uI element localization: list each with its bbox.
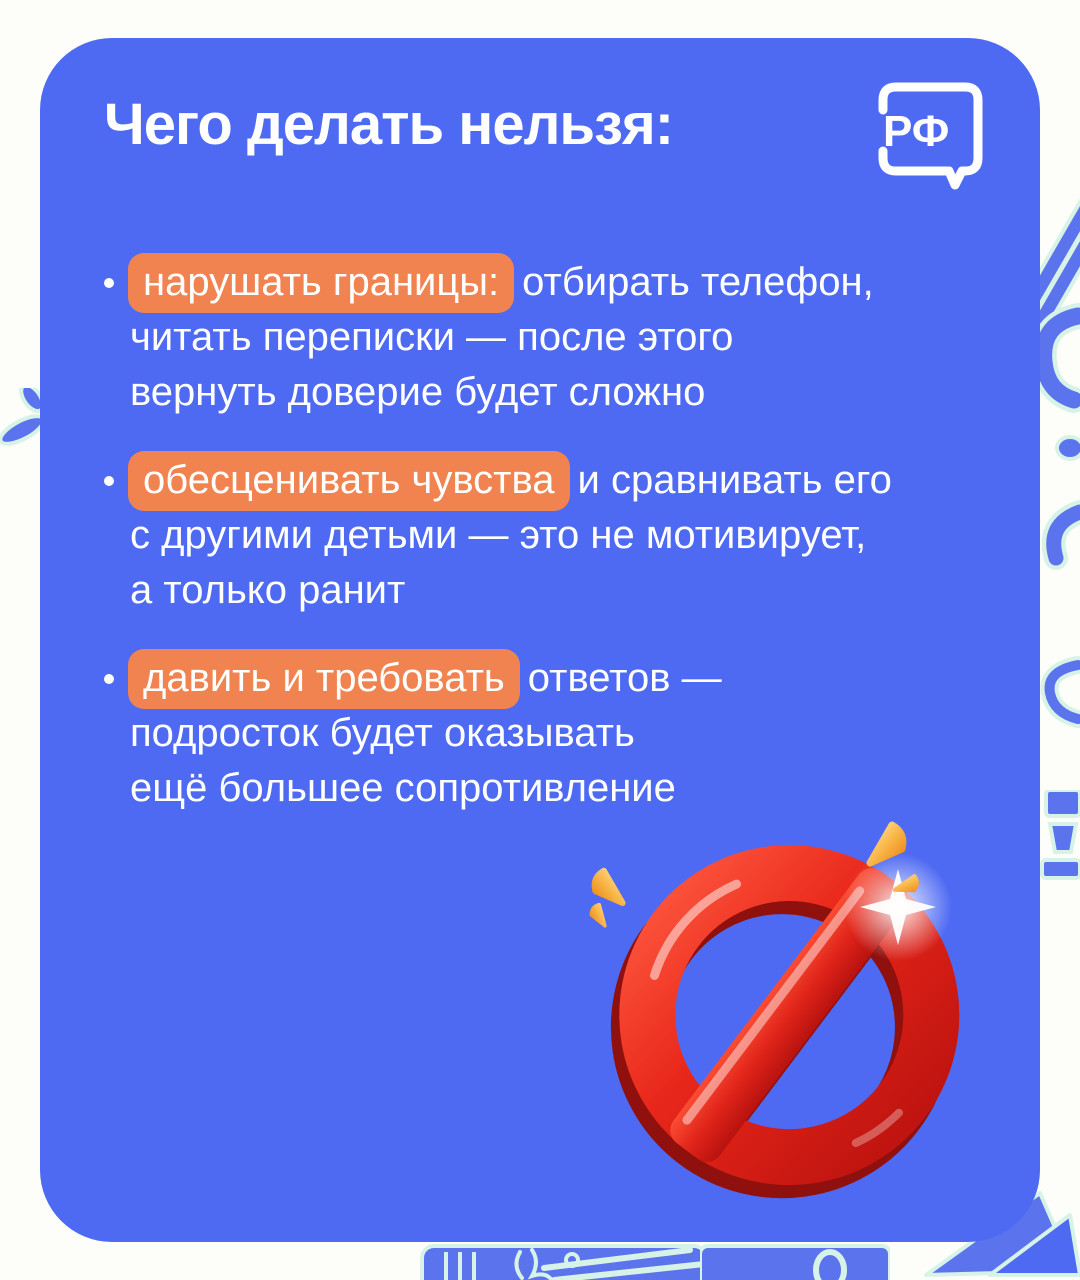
list-item-line: ещё большее сопротивление [130, 765, 676, 810]
list-item-line: читать переписки — после этого [130, 314, 734, 359]
bullet-dot [104, 278, 114, 288]
list-item-line: а только ранит [130, 567, 406, 612]
highlighted-phrase: обесценивать чувства [128, 451, 570, 511]
prohibition-sign-illustration [580, 815, 1000, 1215]
list-item-line: подросток будет оказывать [130, 710, 635, 755]
prohibition-sign-icon [580, 815, 1000, 1215]
list-item [104, 651, 984, 816]
highlighted-phrase: нарушать границы: [128, 253, 514, 313]
list-item-line: вернуть доверие будет сложно [130, 369, 706, 414]
question-mark-doodle [1034, 300, 1080, 570]
list-item [104, 453, 984, 618]
trophy-doodle [1034, 790, 1080, 890]
bullet-dot [104, 476, 114, 486]
list-item-line: с другими детьми — это не мотивирует, [130, 512, 867, 557]
list-item [104, 255, 984, 420]
highlighted-phrase: давить и требовать [128, 649, 520, 709]
list-item-line: обесценивать чувства и сравнивать его [130, 453, 984, 508]
rf-logo-text: РФ [883, 107, 950, 156]
card [40, 38, 1040, 1242]
list-item-line: нарушать границы: отбирать телефон, [130, 255, 984, 310]
card-title: Чего делать нельзя: [104, 92, 674, 157]
s-letter-doodle [1038, 655, 1080, 745]
list-item-line: давить и требовать ответов — [130, 651, 984, 706]
bullet-dot [104, 674, 114, 684]
dont-do-list [104, 255, 984, 816]
rf-logo [870, 82, 988, 190]
tablet-ring-doodle [700, 1244, 890, 1280]
